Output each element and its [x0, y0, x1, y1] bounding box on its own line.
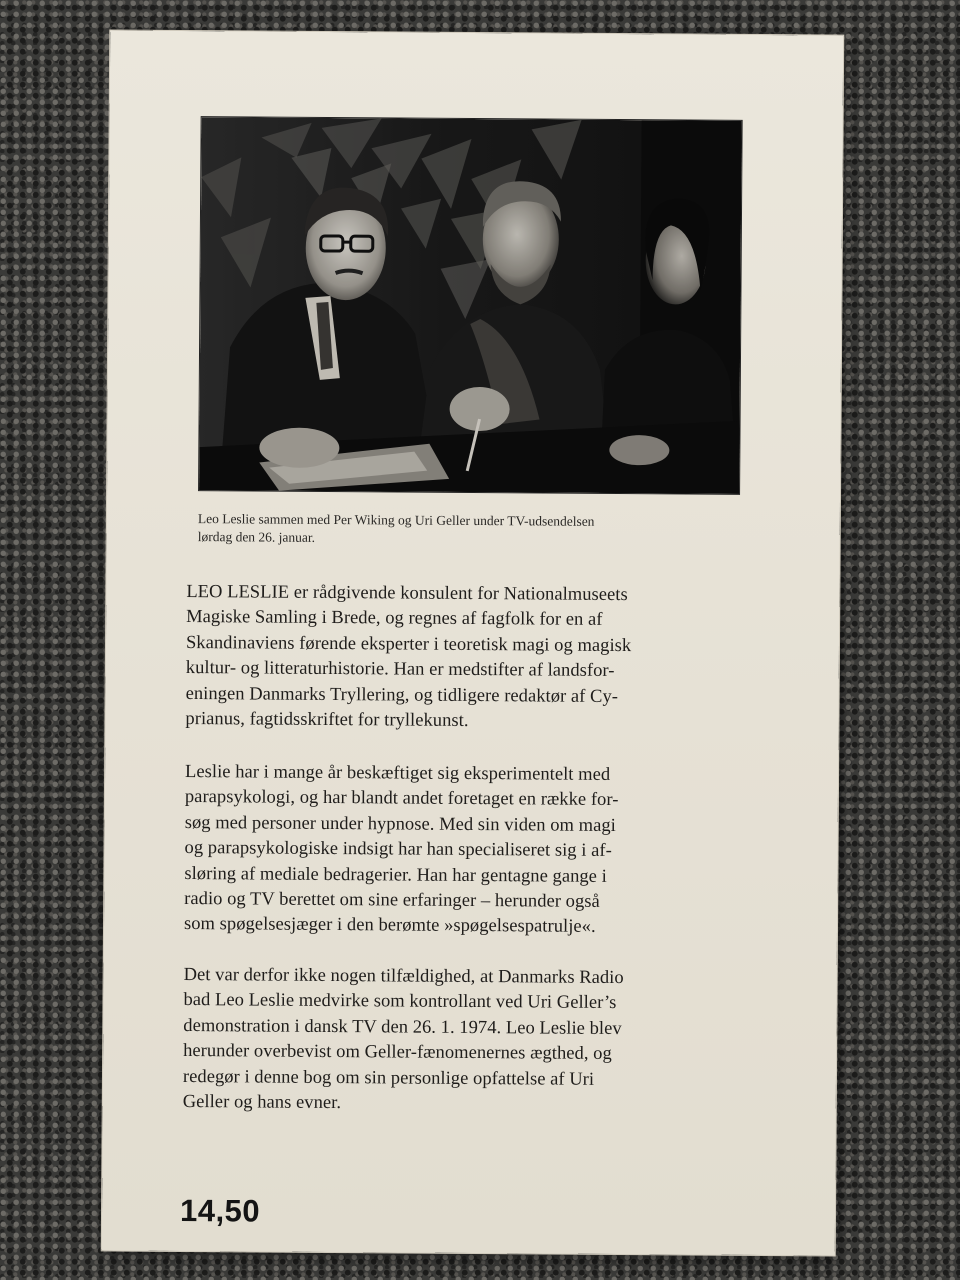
photo-caption	[198, 510, 758, 550]
text-line: søg med personer under hypnose. Med sin viden om magi	[184, 812, 616, 836]
text-line: parapsykologi, og har blandt andet foretaget en række for-	[184, 787, 619, 811]
text-line: demonstration i dansk TV den 26. 1. 1974. Leo Leslie blev	[183, 1015, 622, 1039]
paragraph-experience	[184, 760, 785, 942]
text-line: Magiske Samling i Brede, og regnes af fagfolk for en af	[186, 607, 603, 631]
text-line: redegør i denne bog om sin personlige opfattelse af Uri	[182, 1066, 595, 1090]
text-line: Det var derfor ikke nogen tilfældighed, at Danmarks Radio	[183, 964, 624, 989]
price-label: 14,50	[179, 1192, 261, 1229]
text-line: eningen Danmarks Tryllering, og tidligere redaktør af Cy-	[185, 683, 619, 707]
text-line: herunder overbevist om Geller-fænomenernes ægthed, og	[183, 1041, 612, 1065]
paragraph-about-author	[185, 580, 786, 737]
text-line: Leslie har i mange år beskæftiget sig eksperimentelt med	[185, 761, 611, 785]
text-line: sløring af mediale bedragerier. Han har gentagne gange i	[184, 863, 607, 887]
caption-line: lørdag den 26. januar.	[197, 529, 316, 545]
text-line: LEO LESLIE er rådgivende konsulent for Nationalmuseets	[186, 582, 628, 606]
paragraph-geller	[183, 963, 784, 1120]
text-line: og parapsykologiske indsigt har han specialiseret sig i af-	[184, 838, 612, 862]
text-line: Geller og hans evner.	[182, 1092, 342, 1114]
book-back-cover	[102, 30, 843, 1255]
text-line: bad Leo Leslie medvirke som kontrollant ved Uri Geller’s	[183, 990, 617, 1014]
text-line: radio og TV berettet om sine erfaringer – herunder også	[184, 889, 600, 912]
cover-photo-image	[199, 117, 742, 494]
text-line: prianus, fagtidsskriftet for tryllekunst.	[185, 709, 469, 732]
text-line: kultur- og litteraturhistorie. Han er medstifter af landsfor-	[185, 658, 615, 682]
text-line: som spøgelsesjæger i den berømte »spøgelsespatrulje«.	[183, 914, 596, 938]
cover-photo	[198, 116, 743, 495]
text-line: Skandinaviens førende eksperter i teoretisk magi og magisk	[185, 632, 632, 656]
caption-line: Leo Leslie sammen med Per Wiking og Uri Geller under TV-udsendelsen	[197, 511, 595, 529]
